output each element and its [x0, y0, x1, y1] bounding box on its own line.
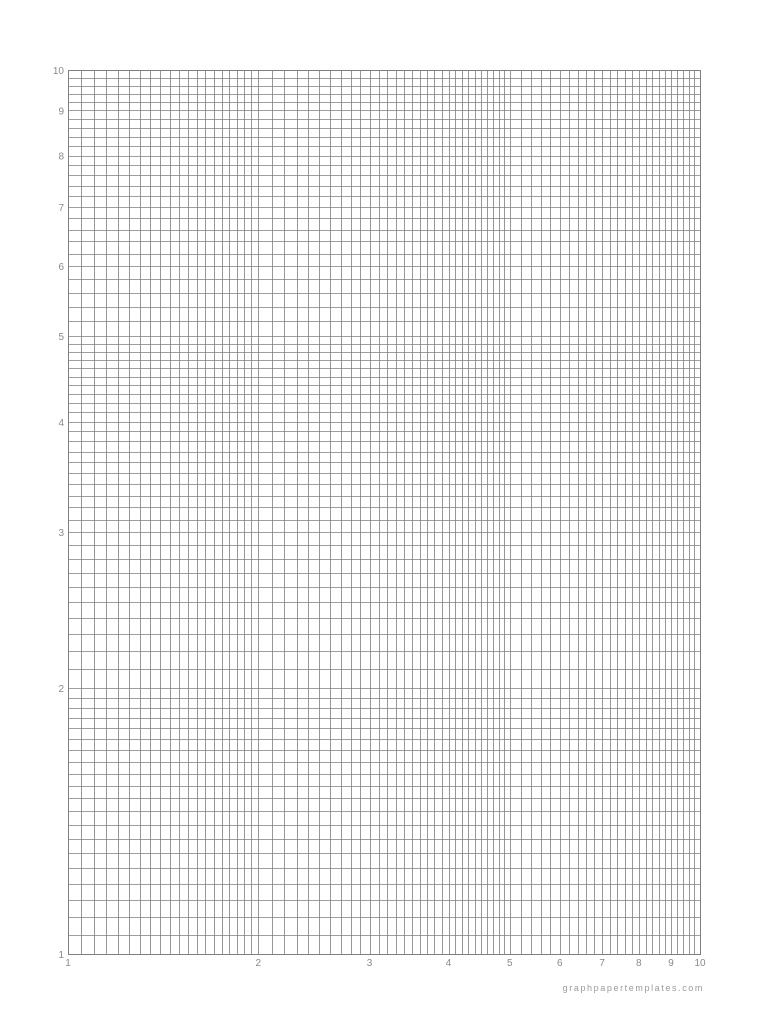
- x-tick-label: 5: [506, 958, 513, 969]
- y-tick-labels: [53, 66, 65, 961]
- x-tick-label: 8: [635, 958, 642, 969]
- y-tick-label: 5: [58, 332, 64, 344]
- x-tick-label: 7: [599, 958, 605, 969]
- y-tick-label: 2: [58, 683, 64, 695]
- y-tick-label: 3: [58, 528, 64, 540]
- x-tick-label: 3: [366, 958, 373, 969]
- y-tick-label: 6: [58, 262, 64, 274]
- y-tick-label: 4: [58, 417, 64, 429]
- plot-border: [69, 71, 701, 955]
- x-tick-label: 6: [557, 958, 563, 969]
- y-tick-label: 1: [58, 950, 64, 961]
- x-tick-label: 10: [694, 958, 706, 969]
- y-tick-label: 9: [58, 106, 64, 118]
- x-tick-labels: [65, 958, 706, 969]
- x-tick-label: 2: [255, 958, 262, 969]
- y-tick-label: 8: [58, 151, 64, 163]
- x-tick-label: 9: [668, 958, 674, 969]
- grid-lines: [68, 70, 700, 954]
- x-tick-label: 4: [445, 958, 452, 969]
- y-tick-label: 10: [52, 66, 64, 77]
- source-watermark: graphpapertemplates.com: [562, 983, 704, 993]
- x-tick-label: 1: [65, 958, 71, 969]
- y-tick-label: 7: [58, 202, 64, 214]
